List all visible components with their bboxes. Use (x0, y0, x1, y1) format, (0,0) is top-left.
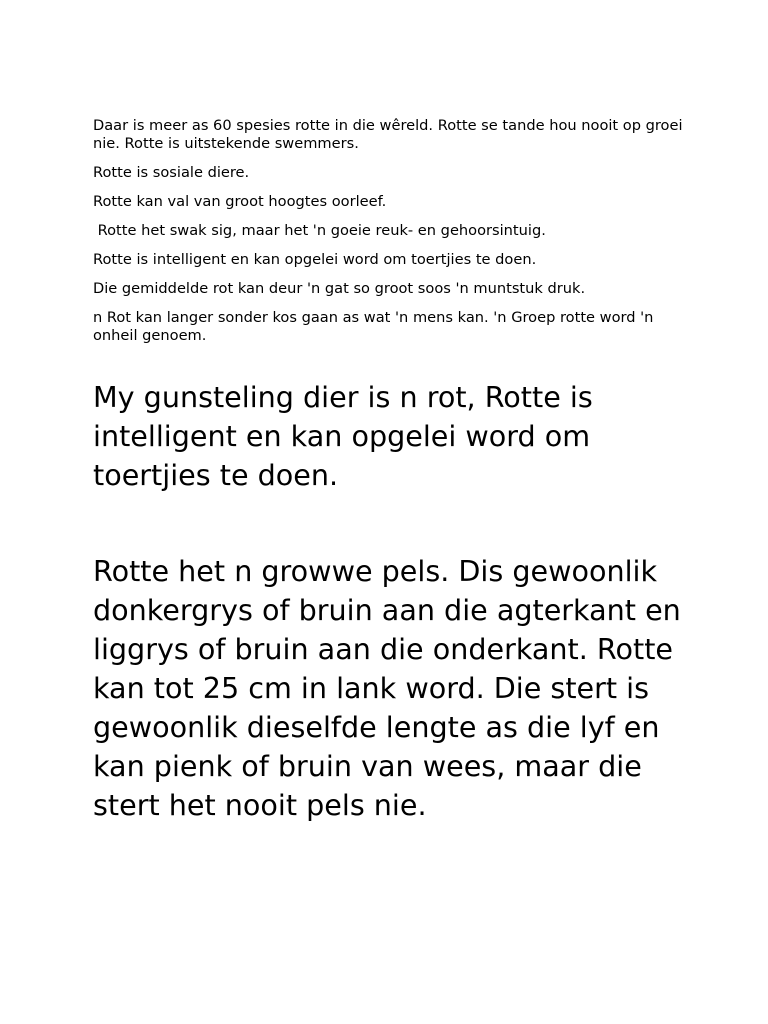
fact-paragraph-4: Rotte het swak sig, maar het 'n goeie reuk- en gehoorsintuig. (93, 222, 546, 239)
fact-paragraph-7: n Rot kan langer sonder kos gaan as wat 'n mens kan. 'n Groep rotte word 'n onheil genoem. (93, 309, 659, 344)
fact-paragraph-1: Daar is meer as 60 spesies rotte in die wêreld. Rotte se tande hou nooit op groei nie. Rotte is uitstekende swemmers. (93, 117, 688, 152)
intro-paragraph: My gunsteling dier is n rot, Rotte is intelligent en kan opgelei word om toertjies te doen. (93, 380, 602, 492)
fact-paragraph-2: Rotte is sosiale diere. (93, 164, 250, 181)
fact-paragraph-6: Die gemiddelde rot kan deur 'n gat so groot soos 'n muntstuk druk. (93, 280, 586, 297)
document-body (93, 117, 690, 825)
fact-paragraph-5: Rotte is intelligent en kan opgelei word om toertjies te doen. (93, 251, 537, 268)
fact-paragraph-3: Rotte kan val van groot hoogtes oorleef. (93, 193, 387, 210)
description-paragraph: Rotte het n growwe pels. Dis gewoonlik donkergrys of bruin aan die agterkant en liggrys of bruin aan die onderkant. Rotte kan tot 25 cm in lank word. Die stert is gewoonlik dieselfde lengte as die lyf en kan pienk of bruin van wees, maar die stert het nooit pels nie. (93, 554, 690, 822)
